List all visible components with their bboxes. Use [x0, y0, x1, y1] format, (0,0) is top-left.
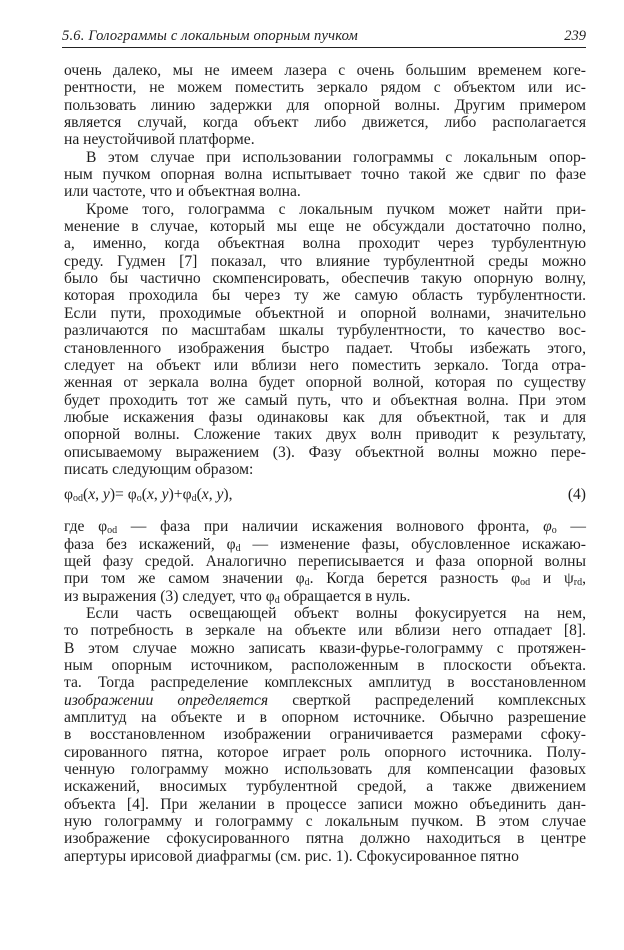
- text-line: Кроме того, голограмма с локальным пучком может найти при-: [86, 200, 586, 218]
- text-line: которая проходила бы через ту же самую область турбулентности.: [64, 287, 586, 305]
- text-line: [64, 518, 586, 535]
- subscript: o: [136, 493, 142, 505]
- text-line: Если пути, проходимые объектной и опорной волнами, значительно: [64, 304, 586, 322]
- text-segment: φ: [64, 486, 73, 504]
- text-segment: фаза без искажений, φ: [64, 535, 236, 553]
- text-segment: сверткой распределений комплексных: [268, 691, 586, 709]
- text-line: Если часть освещающей объект волны фокусируется на нем,: [86, 604, 586, 622]
- italic-text: φ: [543, 518, 552, 536]
- text-segment: — фаза при наличии искажения волнового фронта,: [117, 518, 544, 536]
- equation-number: (4): [567, 486, 586, 504]
- text-segment: — изменение фазы, обусловленное искажаю-: [240, 535, 586, 553]
- text-segment: ,: [153, 486, 162, 504]
- running-header: [62, 27, 586, 48]
- equation-4: [64, 486, 586, 506]
- text-line: то потребность в зеркале на объекте или вблизи него отпадает [8].: [64, 622, 586, 640]
- paragraph: [64, 201, 586, 479]
- italic-text: x: [201, 486, 209, 504]
- subscript: d: [274, 594, 280, 606]
- text-line: щей фазу средой. Аналогично переписывается и фаза опорной волны: [64, 552, 586, 570]
- text-segment: (: [141, 486, 147, 504]
- text-line: [64, 692, 586, 709]
- text-line: на неустойчивой платформе.: [64, 131, 255, 149]
- text-segment: где φ: [64, 518, 108, 536]
- text-line: В этом случае при использовании голограммы с локальным опор-: [86, 148, 586, 166]
- text-segment: ,: [95, 486, 103, 504]
- text-line: менение в случае, который мы еще не обсуждали достаточно полно,: [64, 218, 586, 236]
- paragraph: [64, 149, 586, 201]
- paragraph: [64, 62, 586, 149]
- text-line: женная от зеркала волна будет опорной волной, которая по существу: [64, 374, 586, 392]
- text-line: В этом случае можно записать квази-фурье-голограмму с протяжен-: [64, 639, 586, 657]
- subscript: o: [551, 525, 557, 537]
- text-segment: обращается в нуль.: [279, 587, 411, 605]
- text-line: та. Тогда распределение комплексных амплитуд в восстановленном: [64, 674, 586, 692]
- paragraph: [64, 605, 586, 865]
- text-line: в восстановленном изображении ограничивается размерами сфоку-: [64, 726, 586, 744]
- text-line: ченную голограмму можно использовать для компенсации фазовых: [64, 761, 586, 779]
- subscript: od: [107, 525, 118, 537]
- italic-text: x: [146, 486, 154, 504]
- italic-text: y: [161, 486, 169, 504]
- italic-text: x: [88, 486, 96, 504]
- text-line: различаются по масштабам шкалы турбулентности, то качество вос-: [64, 322, 586, 340]
- text-line: следует на объект или вблизи него поместить зеркало. Тогда отра-: [64, 356, 586, 374]
- equation-body: [64, 486, 233, 503]
- text-line: очень далеко, мы не имеем лазера с очень большим временем коге-: [64, 62, 586, 79]
- subscript: od: [520, 577, 531, 589]
- text-segment: и ψ: [530, 570, 574, 588]
- text-line: пользовать линию задержки для опорной волны. Другим примером: [64, 96, 586, 114]
- text-block-2: [64, 518, 586, 865]
- text-segment: )= φ: [109, 486, 137, 504]
- text-line: ным опорным источником, расположенным в плоскости объекта.: [64, 657, 586, 674]
- page-number: 239: [564, 28, 586, 44]
- text-line: будет проходить тот же самый путь, что и объектная волна. При этом: [64, 391, 586, 409]
- text-line: искажений, вносимых турбулентной средой, а также движением: [64, 778, 586, 796]
- text-line: любые искажения фазы одинаковы как для объектной, так и для: [64, 408, 586, 426]
- text-line: ную голограмму и голограмму с локальным пучком. В этом случае: [64, 813, 586, 831]
- text-segment: ,: [582, 570, 586, 588]
- text-line: или частоте, что и объектная волна.: [64, 183, 301, 201]
- text-line: становленного изображения быстро падает. Чтобы избежать этого,: [64, 339, 586, 357]
- text-line: является случай, когда объект либо движется, либо располагается: [64, 114, 586, 132]
- text-segment: из выражения (3) следует, что φ: [64, 587, 275, 605]
- text-segment: . Когда берется разность φ: [309, 570, 521, 588]
- text-line: а, именно, когда объектная волна проходит через турбулентную: [64, 235, 586, 253]
- text-line: изображение сфокусированного пятна должно находиться в центре: [64, 830, 586, 848]
- italic-text: изображении определяется: [64, 691, 269, 709]
- text-segment: (: [83, 486, 89, 504]
- section-title: 5.6. Голограммы с локальным опорным пучком: [62, 28, 358, 44]
- text-segment: ),: [223, 486, 233, 504]
- subscript: d: [191, 493, 197, 505]
- text-line: [64, 588, 586, 605]
- italic-text: y: [102, 486, 110, 504]
- page-body: [64, 62, 586, 865]
- text-line: опорной волны. Сложение таких двух волн приводит к результату,: [64, 426, 586, 444]
- text-line: рентности, не можем поместить зеркало рядом с объектом или ис-: [64, 79, 586, 97]
- text-line: писать следующим образом:: [64, 460, 254, 478]
- text-block-1: [64, 62, 586, 478]
- text-segment: при том же самом значении φ: [64, 570, 305, 588]
- text-line: среду. Гудмен [7] показал, что влияние турбулентной среды можно: [64, 252, 586, 270]
- italic-text: y: [216, 486, 224, 504]
- text-segment: )+φ: [168, 486, 192, 504]
- subscript: od: [73, 493, 83, 505]
- text-line: амплитуд на объекте и в опорном источнике. Обычно разрешение: [64, 709, 586, 727]
- text-line: описываемому выражением (3). Фазу объектной волны можно пере-: [64, 443, 586, 461]
- subscript: d: [304, 577, 310, 589]
- text-line: было бы частично скомпенсировать, обеспечив такую опорную волну,: [64, 270, 586, 288]
- text-segment: ,: [208, 486, 217, 504]
- text-line: объекта [4]. При желании в процессе записи можно объединить дан-: [64, 795, 586, 813]
- subscript: d: [235, 542, 241, 554]
- text-segment: (: [196, 486, 202, 504]
- paragraph: [64, 518, 586, 605]
- text-segment: —: [556, 518, 586, 536]
- text-line: ным пучком опорная волна испытывает точно такой же сдвиг по фазе: [64, 166, 586, 184]
- subscript: rd: [573, 577, 583, 589]
- text-line: [64, 570, 586, 587]
- text-line: сированного пятна, которое играет роль опорного источника. Полу-: [64, 743, 586, 761]
- text-line: [64, 536, 586, 553]
- text-line: апертуры ирисовой диафрагмы (см. рис. 1). Сфокусированное пятно: [64, 847, 519, 865]
